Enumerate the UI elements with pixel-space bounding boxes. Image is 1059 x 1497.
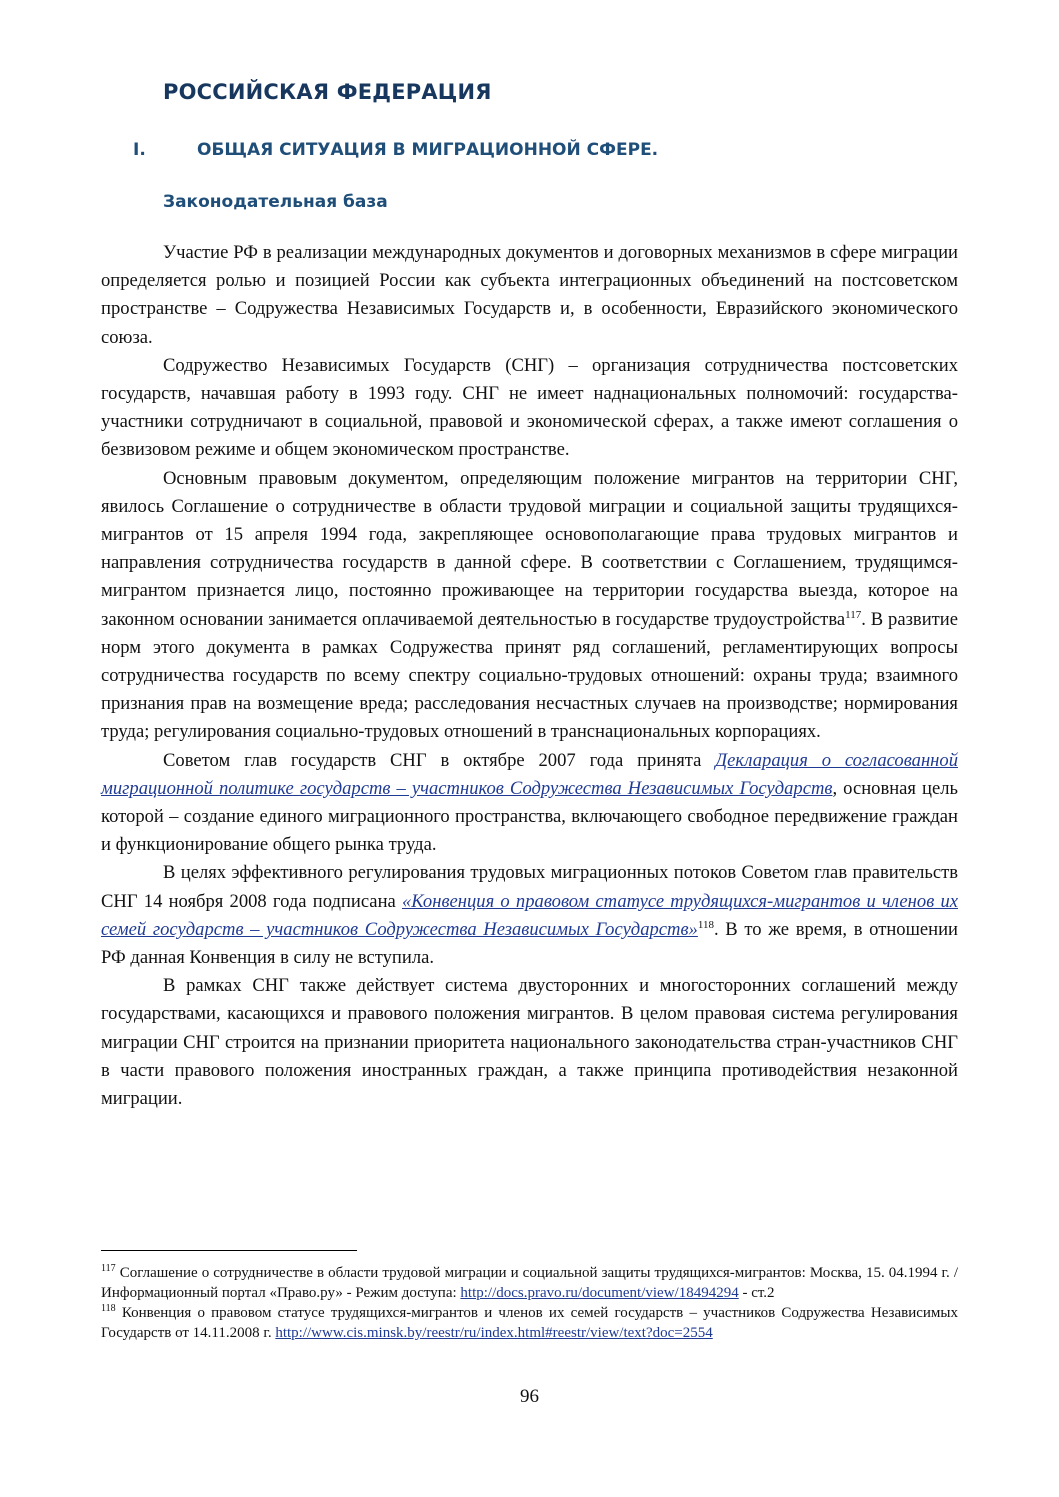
page-title: РОССИЙСКАЯ ФЕДЕРАЦИЯ (163, 80, 492, 104)
declaration-link[interactable]: Декларация о согласованной миграционной политике государств – участников Содружества Независимых Государств (101, 749, 958, 799)
paragraph-3-text-a: Основным правовым документом, определяющим положение мигрантов на территории СНГ, явилось Соглашение о сотрудничестве в области трудовой миграции и социальной защиты трудящихся-мигрантов от 15 апреля 1994 года, закрепляющее основополагающие права трудовых мигрантов и направления сотрудничества государств в данной сфере. В соответствии с Соглашением, трудящимся-мигрантом признается лицо, постоянно проживающее на территории государства выезда, которое на законном основании занимается оплачиваемой деятельностью в государстве трудоустройства (101, 467, 958, 630)
body-text (101, 239, 958, 1113)
section-heading (133, 140, 658, 160)
footnote-ref-117[interactable]: 117 (845, 608, 862, 621)
paragraph-5 (101, 859, 958, 972)
paragraph-4-text-b: , основная цель которой – создание единого миграционного пространства, включающего свободное передвижение граждан и функционирование общего рынка труда. (101, 777, 959, 856)
section-number: I. (133, 140, 146, 160)
paragraph-5-text-a: В целях эффективного регулирования трудовых миграционных потоков Советом глав правительств СНГ 14 ноября 2008 года подписана (101, 862, 958, 912)
paragraph-3 (101, 465, 958, 747)
paragraph-4 (101, 747, 958, 860)
footnote-118 (101, 1303, 958, 1343)
footnote-number: 117 (101, 1263, 116, 1274)
paragraph-4-text-a: Советом глав государств СНГ в октябре 2007 года принята (163, 749, 716, 771)
convention-link[interactable]: «Конвенция о правовом статусе трудящихся-мигрантов и членов их семей государств – участников Содружества Независимых Государств» (101, 890, 959, 940)
footnote-ref-118[interactable]: 118 (697, 918, 714, 931)
footnote-text: Соглашение о сотрудничестве в области трудовой миграции и социальной защиты трудящихся-мигрантов: Москва, 15. 04.1994 г. / Информационный портал «Право.ру» - Режим доступа: (101, 1265, 958, 1301)
footnote-117 (101, 1263, 958, 1303)
footnote-number: 118 (101, 1303, 116, 1314)
paragraph-1: Участие РФ в реализации международных документов и договорных механизмов в сфере миграции определяется ролью и позицией России как субъекта интеграционных объединений на постсоветском пространстве – Содружества Независимых Государств и, в особенности, Евразийского экономического союза. (101, 242, 958, 348)
paragraph-3-text-b: . В развитие норм этого документа в рамках Содружества принят ряд соглашений, регламентирующих вопросы сотрудничества государств по всему спектру социально-трудовых отношений: охраны труда; взаимного признания прав на возмещение вреда; расследования несчастных случаев на производстве; нормирования труда; регулирования социально-трудовых отношений в транснациональных корпорациях. (101, 608, 958, 743)
paragraph-2: Содружество Независимых Государств (СНГ) – организация сотрудничества постсоветских государств, начавшая работу в 1993 году. СНГ не имеет наднациональных полномочий: государства-участники сотрудничают в социальной, правовой и экономической сферах, а также имеют соглашения о безвизовом режиме и общем экономическом пространстве. (101, 354, 958, 461)
subsection-heading: Законодательная база (163, 192, 388, 212)
footnote-suffix: - ст.2 (738, 1285, 775, 1301)
page-number: 96 (520, 1386, 539, 1407)
footnote-118-url[interactable]: http://www.cis.minsk.by/reestr/ru/index.html#reestr/view/text?doc=2554 (275, 1325, 713, 1341)
paragraph-6: В рамках СНГ также действует система двусторонних и многосторонних соглашений между государствами, касающихся и правового положения мигрантов. В целом правовая система регулирования миграции СНГ строится на признании приоритета национального законодательства стран-участников СНГ в части правового положения иностранных граждан, а также принципа противодействия незаконной миграции. (101, 975, 958, 1110)
footnotes (101, 1263, 958, 1343)
footnote-text: Конвенция о правовом статусе трудящихся-мигрантов и членов их семей государств – участников Содружества Независимых Государств от 14.11.2008 г. (101, 1305, 958, 1341)
footnote-117-url[interactable]: http://docs.pravo.ru/document/view/18494294 (460, 1285, 739, 1301)
footnote-separator (101, 1250, 357, 1251)
section-title: ОБЩАЯ СИТУАЦИЯ В МИГРАЦИОННОЙ СФЕРЕ. (197, 140, 659, 160)
paragraph-5-text-b: . В то же время, в отношении РФ данная Конвенция в силу не вступила. (101, 918, 958, 969)
